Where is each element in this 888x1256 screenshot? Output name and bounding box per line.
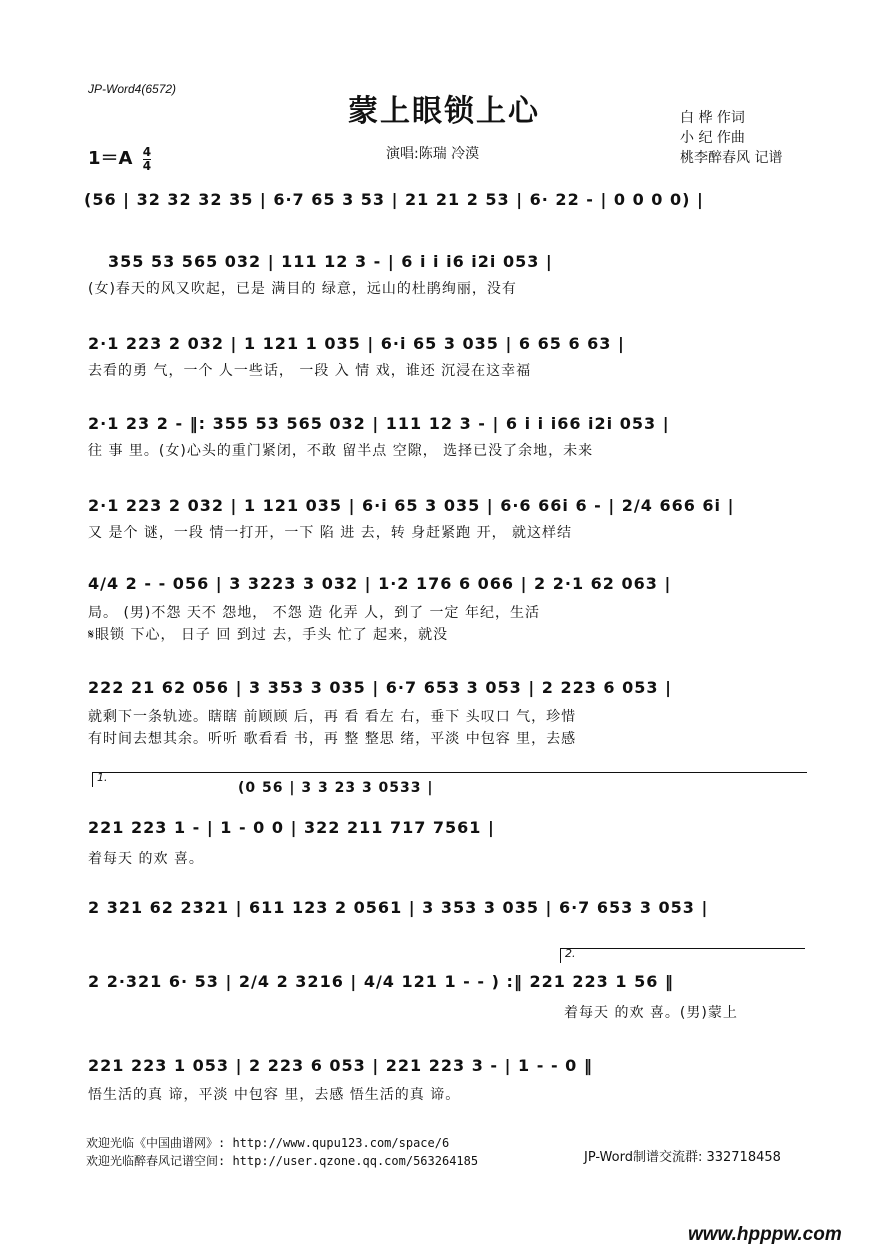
time-top: 4: [142, 144, 152, 159]
notation-row-11: 221 223 1 053 | 2 223 6 053 | 221 223 3 - | 1 - - 0 ‖: [88, 1056, 593, 1075]
footer-link-2: 欢迎光临醉春风记谱空间: http://user.qzone.qq.com/563264185: [86, 1154, 479, 1168]
lyric-row-2: (女)春天的风又吹起，已是 满目的 绿意，远山的杜鹃绚丽，没有: [88, 281, 517, 297]
footer-links: [86, 1134, 478, 1170]
composer-credit: 小 纪 作曲: [680, 130, 745, 146]
qq-group: JP-Word制谱交流群: 332718458: [584, 1150, 781, 1165]
notation-row-8: 221 223 1 - | 1 - 0 0 | 322 211 717 7561 |: [88, 818, 495, 837]
notation-row-7: 222 21 62 056 | 3 353 3 035 | 6·7 653 3 053 | 2 223 6 053 |: [88, 678, 672, 697]
volta-1-bracket: [92, 772, 807, 787]
notation-row-1: (56 | 32 32 32 35 | 6·7 65 3 53 | 21 21 2 53 | 6· 22 - | 0 0 0 0) |: [84, 190, 704, 209]
notation-row-3: 2·1 223 2 032 | 1 121 1 035 | 6·i 65 3 035 | 6 65 6 63 |: [88, 334, 625, 353]
footer-link-1: 欢迎光临《中国曲谱网》: http://www.qupu123.com/space/6: [86, 1136, 450, 1150]
volta-2-label: 2.: [565, 947, 576, 960]
site-watermark: www.hpppw.com: [688, 1224, 842, 1245]
lyric-row-10: 着每天 的欢 喜。(男)蒙上: [564, 1005, 738, 1021]
key-label: 1＝A: [88, 148, 133, 169]
lyric-row-8: 着每天 的欢 喜。: [88, 851, 204, 867]
lyric-row-3: 去看的勇 气，一个 人一些话， 一段 入 情 戏，谁还 沉浸在这幸福: [88, 363, 532, 379]
transcriber-credit: 桃李醉春风 记谱: [680, 150, 783, 166]
lyric-row-5: 又 是个 谜，一段 情一打开，一下 陷 进 去，转 身赶紧跑 开， 就这样结: [88, 525, 573, 541]
time-signature: [142, 144, 152, 173]
lyric-row-6a: 局。 (男)不怨 天不 怨地， 不怨 造 化弄 人，到了 一定 年纪，生活: [88, 605, 540, 621]
lyricist-credit: 白 桦 作词: [680, 110, 745, 126]
notation-row-5: 2·1 223 2 032 | 1 121 035 | 6·i 65 3 035 | 6·6 66i 6 - | 2/4 666 6i |: [88, 496, 735, 515]
lyric-row-7b: 有时间去想其余。听听 歌看看 书，再 整 整思 绪，平淡 中包容 里，去感: [88, 731, 577, 747]
singer-label: 演唱:陈瑞 冷漠: [386, 146, 480, 162]
volta-2-bracket: [560, 948, 805, 963]
key-signature: [88, 144, 151, 172]
notation-row-4: 2·1 23 2 - ‖: 355 53 565 032 | 111 12 3 - | 6 i i i66 i2i 053 |: [88, 414, 670, 433]
lyric-row-6b: 𝄋眼锁 下心， 日子 回 到过 去，手头 忙了 起来，就没: [88, 627, 449, 643]
lyric-row-4: 往 事 里。(女)心头的重门紧闭，不敢 留半点 空隙， 选择已没了余地，未来: [88, 443, 594, 459]
lyric-row-11: 悟生活的真 谛，平淡 中包容 里，去感 悟生活的真 谛。: [88, 1087, 461, 1103]
page-title: 蒙上眼锁上心: [348, 94, 540, 129]
source-label: JP-Word4(6572): [88, 82, 177, 96]
time-bottom: 4: [142, 158, 152, 173]
credits: [680, 108, 782, 168]
volta-1-label: 1.: [97, 771, 108, 784]
notation-row-9: 2 321 62 2321 | 611 123 2 0561 | 3 353 3 035 | 6·7 653 3 053 |: [88, 898, 709, 917]
notation-row-2: 355 53 565 032 | 111 12 3 - | 6 i i i6 i2i 053 |: [108, 252, 553, 271]
lyric-row-7a: 就剩下一条轨迹。瞎瞎 前顾顾 后，再 看 看左 右，垂下 头叹口 气，珍惜: [88, 709, 577, 725]
notation-row-6: 4/4 2 - - 056 | 3 3223 3 032 | 1·2 176 6 066 | 2 2·1 62 063 |: [88, 574, 672, 593]
notation-row-10: 2 2·321 6· 53 | 2/4 2 3216 | 4/4 121 1 - - ) :‖ 221 223 1 56 ‖: [88, 972, 674, 991]
cue-notation: (0 56 | 3 3 23 3 0533 |: [238, 780, 434, 796]
